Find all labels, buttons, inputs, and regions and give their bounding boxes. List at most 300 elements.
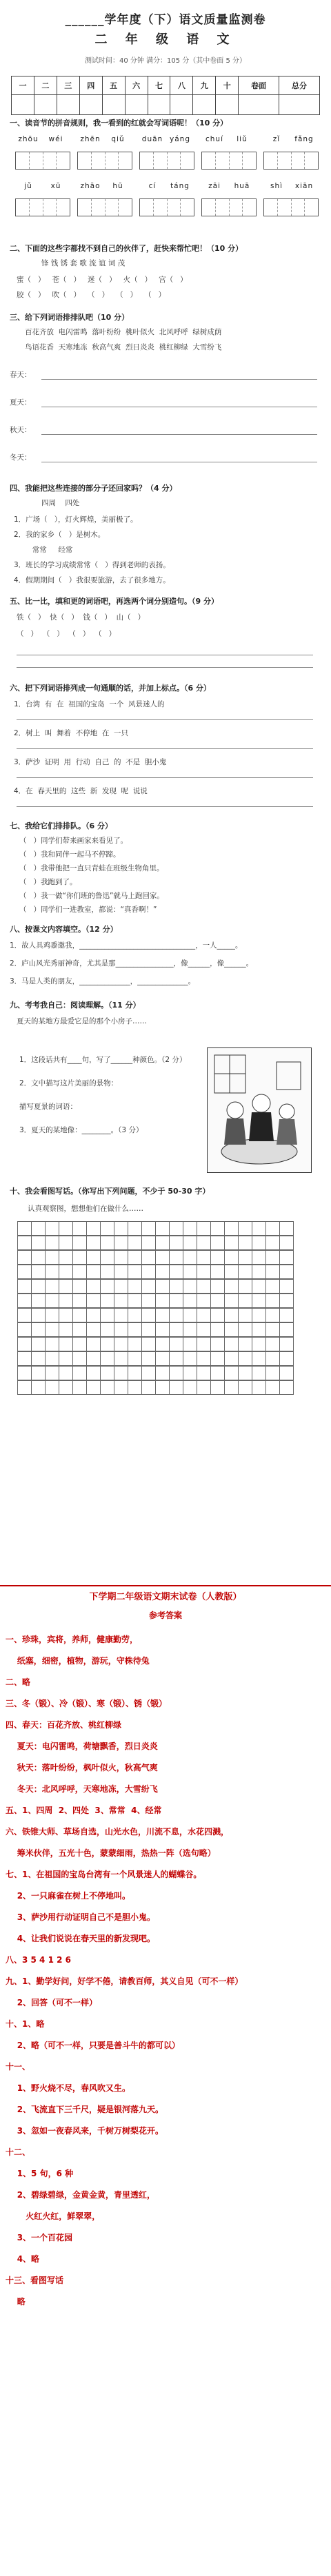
grid-cell[interactable] — [31, 1380, 46, 1395]
grid-cell[interactable] — [45, 1337, 59, 1351]
grid-cell[interactable] — [45, 1279, 59, 1294]
grid-cell[interactable] — [265, 1337, 280, 1351]
grid-cell[interactable] — [155, 1366, 170, 1380]
grid-cell[interactable] — [169, 1250, 183, 1265]
grid-cell[interactable] — [72, 1250, 87, 1265]
grid-cell[interactable] — [31, 1322, 46, 1337]
grid-cell[interactable] — [265, 1351, 280, 1366]
grid-cell[interactable] — [279, 1337, 294, 1351]
grid-cell[interactable] — [86, 1337, 101, 1351]
grid-cell[interactable] — [59, 1380, 73, 1395]
answer-title: 下学期二年级语文期末试卷（人教版） — [89, 1592, 242, 1602]
grid-cell[interactable] — [279, 1265, 294, 1279]
pinyin-syllable: zhōu — [18, 135, 39, 143]
grid-cell[interactable] — [197, 1322, 211, 1337]
tian-box[interactable] — [77, 198, 132, 216]
q4-item: 1．广场（ ），灯火辉煌，美丽极了。 — [14, 515, 138, 524]
grid-cell[interactable] — [169, 1221, 183, 1236]
q7-item: （ ）同学们一进教室，都说：“真香啊！” — [19, 906, 157, 914]
grid-cell[interactable] — [114, 1351, 128, 1366]
grid-cell[interactable] — [100, 1322, 114, 1337]
grid-cell[interactable] — [141, 1265, 156, 1279]
q6-title: 六、把下列词语排列成一句通顺的话，并加上标点。（6 分） — [10, 684, 211, 693]
grid-cell[interactable] — [183, 1380, 197, 1395]
grid-cell[interactable] — [72, 1366, 87, 1380]
grid-cell[interactable] — [169, 1265, 183, 1279]
grid-cell[interactable] — [31, 1279, 46, 1294]
grid-cell[interactable] — [183, 1294, 197, 1308]
score-header-cell: 二 — [34, 76, 57, 95]
tian-box[interactable] — [263, 198, 319, 216]
grid-cell[interactable] — [114, 1250, 128, 1265]
grid-cell[interactable] — [86, 1250, 101, 1265]
grid-cell[interactable] — [86, 1351, 101, 1366]
grid-cell[interactable] — [183, 1221, 197, 1236]
grid-cell[interactable] — [252, 1322, 266, 1337]
score-cell[interactable] — [148, 95, 170, 115]
grid-cell[interactable] — [210, 1294, 225, 1308]
grid-cell[interactable] — [114, 1308, 128, 1322]
grid-cell[interactable] — [183, 1265, 197, 1279]
grid-cell[interactable] — [279, 1366, 294, 1380]
grid-cell[interactable] — [17, 1250, 32, 1265]
grid-cell[interactable] — [265, 1221, 280, 1236]
grid-cell[interactable] — [100, 1351, 114, 1366]
grid-cell[interactable] — [197, 1236, 211, 1250]
grid-cell[interactable] — [86, 1366, 101, 1380]
grid-cell[interactable] — [100, 1221, 114, 1236]
grid-cell[interactable] — [279, 1380, 294, 1395]
tian-box[interactable] — [139, 198, 194, 216]
grid-cell[interactable] — [86, 1221, 101, 1236]
grid-cell[interactable] — [100, 1279, 114, 1294]
grid-cell[interactable] — [197, 1380, 211, 1395]
grid-cell[interactable] — [224, 1351, 239, 1366]
grid-cell[interactable] — [252, 1265, 266, 1279]
grid-cell[interactable] — [197, 1265, 211, 1279]
grid-cell[interactable] — [155, 1236, 170, 1250]
grid-cell[interactable] — [224, 1322, 239, 1337]
grid-cell[interactable] — [59, 1250, 73, 1265]
grid-cell[interactable] — [252, 1308, 266, 1322]
grid-cell[interactable] — [155, 1322, 170, 1337]
grid-cell[interactable] — [45, 1265, 59, 1279]
grid-cell[interactable] — [169, 1380, 183, 1395]
grid-cell[interactable] — [252, 1236, 266, 1250]
grid-cell[interactable] — [45, 1351, 59, 1366]
grid-cell[interactable] — [17, 1221, 32, 1236]
grid-cell[interactable] — [114, 1366, 128, 1380]
grid-cell[interactable] — [17, 1351, 32, 1366]
grid-cell[interactable] — [224, 1250, 239, 1265]
grid-cell[interactable] — [141, 1308, 156, 1322]
grid-cell[interactable] — [265, 1308, 280, 1322]
grid-cell[interactable] — [265, 1250, 280, 1265]
grid-cell[interactable] — [197, 1221, 211, 1236]
grid-cell[interactable] — [17, 1294, 32, 1308]
pinyin-syllable: xū — [50, 182, 61, 190]
grid-cell[interactable] — [114, 1322, 128, 1337]
grid-cell[interactable] — [128, 1236, 142, 1250]
grid-cell[interactable] — [224, 1380, 239, 1395]
grid-cell[interactable] — [155, 1279, 170, 1294]
score-cell[interactable] — [79, 95, 102, 115]
q6-item: 4．在 春天里的 这些 新 发现 呢 说说 — [14, 787, 148, 795]
grid-cell[interactable] — [100, 1337, 114, 1351]
tian-box[interactable] — [77, 152, 132, 170]
grid-cell[interactable] — [141, 1279, 156, 1294]
answer-line[interactable] — [17, 806, 313, 807]
grid-cell[interactable] — [279, 1236, 294, 1250]
grid-cell[interactable] — [197, 1294, 211, 1308]
grid-cell[interactable] — [86, 1322, 101, 1337]
season-label: 秋天： — [10, 426, 32, 434]
answer-line[interactable] — [41, 379, 317, 380]
grid-cell[interactable] — [17, 1322, 32, 1337]
grid-cell[interactable] — [100, 1366, 114, 1380]
grid-cell[interactable] — [265, 1322, 280, 1337]
grid-cell[interactable] — [31, 1337, 46, 1351]
q7-item: （ ）我和同伴一起马不停蹄。 — [19, 850, 121, 859]
grid-cell[interactable] — [128, 1265, 142, 1279]
grid-cell[interactable] — [45, 1294, 59, 1308]
grid-cell[interactable] — [210, 1308, 225, 1322]
grid-cell[interactable] — [141, 1380, 156, 1395]
grid-cell[interactable] — [183, 1337, 197, 1351]
grid-cell[interactable] — [238, 1250, 252, 1265]
q3-words-2: 鸟语花香 天寒地冻 秋高气爽 烈日炎炎 桃红柳绿 大雪纷飞 — [25, 343, 222, 351]
grid-cell[interactable] — [252, 1380, 266, 1395]
grid-cell[interactable] — [141, 1236, 156, 1250]
grid-cell[interactable] — [238, 1294, 252, 1308]
answer-line-text: 九、1、勤学好问，好学不倦，请教百师，其义自见（可不一样） — [6, 1976, 243, 1986]
grid-cell[interactable] — [210, 1221, 225, 1236]
grid-cell[interactable] — [265, 1366, 280, 1380]
grid-cell[interactable] — [141, 1366, 156, 1380]
grid-cell[interactable] — [72, 1322, 87, 1337]
grid-cell[interactable] — [31, 1308, 46, 1322]
grid-cell[interactable] — [238, 1308, 252, 1322]
grid-cell[interactable] — [128, 1294, 142, 1308]
grid-cell[interactable] — [279, 1322, 294, 1337]
q5-row: （ ） （ ） （ ） （ ） — [17, 630, 117, 638]
grid-cell[interactable] — [59, 1366, 73, 1380]
grid-cell[interactable] — [114, 1236, 128, 1250]
grid-cell[interactable] — [169, 1337, 183, 1351]
score-cell[interactable] — [102, 95, 125, 115]
score-cell[interactable] — [239, 95, 279, 115]
grid-cell[interactable] — [72, 1265, 87, 1279]
grid-cell[interactable] — [252, 1279, 266, 1294]
grid-cell[interactable] — [45, 1380, 59, 1395]
grid-cell[interactable] — [114, 1265, 128, 1279]
grid-cell[interactable] — [183, 1236, 197, 1250]
grid-cell[interactable] — [279, 1250, 294, 1265]
score-cell[interactable] — [193, 95, 216, 115]
grid-cell[interactable] — [59, 1351, 73, 1366]
grid-cell[interactable] — [59, 1322, 73, 1337]
grid-cell[interactable] — [45, 1221, 59, 1236]
grid-cell[interactable] — [238, 1322, 252, 1337]
grid-cell[interactable] — [72, 1380, 87, 1395]
score-cell[interactable] — [170, 95, 193, 115]
grid-cell[interactable] — [169, 1294, 183, 1308]
grid-cell[interactable] — [45, 1322, 59, 1337]
q6-item: 3．萨沙 证明 用 行动 自己 的 不是 胆小鬼 — [14, 758, 167, 766]
q7-item: （ ）同学们带来画家来看见了。 — [19, 837, 128, 845]
grid-cell[interactable] — [252, 1294, 266, 1308]
answer-line-text: 十一、 — [6, 2062, 31, 2072]
grid-cell[interactable] — [114, 1221, 128, 1236]
tian-box[interactable] — [263, 152, 319, 170]
pinyin-syllable: jǔ — [24, 182, 32, 190]
answer-line[interactable] — [41, 434, 317, 435]
grid-cell[interactable] — [141, 1250, 156, 1265]
grid-cell[interactable] — [197, 1337, 211, 1351]
tian-box[interactable] — [139, 152, 194, 170]
grid-cell[interactable] — [210, 1279, 225, 1294]
grid-cell[interactable] — [17, 1279, 32, 1294]
grid-cell[interactable] — [183, 1322, 197, 1337]
grid-cell[interactable] — [128, 1366, 142, 1380]
score-header-cell: 四 — [79, 76, 102, 95]
answer-line-text: 夏天：电闪雷鸣，荷塘飘香，烈日炎炎 — [6, 1741, 158, 1751]
grid-cell[interactable] — [141, 1337, 156, 1351]
grid-cell[interactable] — [279, 1308, 294, 1322]
grid-cell[interactable] — [238, 1236, 252, 1250]
grid-cell[interactable] — [128, 1250, 142, 1265]
grid-cell[interactable] — [72, 1337, 87, 1351]
grid-cell[interactable] — [45, 1250, 59, 1265]
grid-cell[interactable] — [31, 1250, 46, 1265]
grid-cell[interactable] — [279, 1294, 294, 1308]
grid-cell[interactable] — [265, 1265, 280, 1279]
grid-cell[interactable] — [45, 1236, 59, 1250]
grid-cell[interactable] — [252, 1351, 266, 1366]
grid-cell[interactable] — [224, 1236, 239, 1250]
score-cell[interactable] — [279, 95, 320, 115]
grid-cell[interactable] — [72, 1294, 87, 1308]
grid-cell[interactable] — [114, 1380, 128, 1395]
grid-cell[interactable] — [155, 1380, 170, 1395]
grid-cell[interactable] — [114, 1294, 128, 1308]
grid-cell[interactable] — [128, 1380, 142, 1395]
grid-cell[interactable] — [238, 1351, 252, 1366]
grid-cell[interactable] — [31, 1265, 46, 1279]
grid-cell[interactable] — [155, 1308, 170, 1322]
grid-cell[interactable] — [114, 1337, 128, 1351]
grid-cell[interactable] — [128, 1322, 142, 1337]
grid-cell[interactable] — [224, 1366, 239, 1380]
grid-cell[interactable] — [238, 1279, 252, 1294]
grid-cell[interactable] — [45, 1366, 59, 1380]
grid-cell[interactable] — [86, 1380, 101, 1395]
writing-grid[interactable] — [18, 1221, 294, 1395]
grid-cell[interactable] — [100, 1236, 114, 1250]
grid-cell[interactable] — [141, 1221, 156, 1236]
grid-cell[interactable] — [265, 1279, 280, 1294]
grid-cell[interactable] — [183, 1366, 197, 1380]
answer-line[interactable] — [17, 777, 313, 778]
grid-cell[interactable] — [197, 1366, 211, 1380]
pinyin-syllable: cí — [148, 182, 157, 190]
grid-cell[interactable] — [128, 1221, 142, 1236]
grid-cell[interactable] — [100, 1380, 114, 1395]
grid-cell[interactable] — [31, 1351, 46, 1366]
grid-cell[interactable] — [100, 1265, 114, 1279]
grid-cell[interactable] — [141, 1322, 156, 1337]
grid-cell[interactable] — [197, 1279, 211, 1294]
answer-line-text: 2、一只麻雀在树上不停地叫。 — [6, 1891, 131, 1901]
grid-cell[interactable] — [155, 1250, 170, 1265]
grid-cell[interactable] — [224, 1308, 239, 1322]
tian-box[interactable] — [201, 152, 257, 170]
score-cell[interactable] — [12, 95, 34, 115]
grid-cell[interactable] — [141, 1351, 156, 1366]
grid-cell[interactable] — [128, 1351, 142, 1366]
grid-cell[interactable] — [86, 1236, 101, 1250]
tian-box[interactable] — [201, 198, 257, 216]
grid-cell[interactable] — [59, 1265, 73, 1279]
grid-cell[interactable] — [169, 1322, 183, 1337]
grid-cell[interactable] — [17, 1337, 32, 1351]
grid-cell[interactable] — [17, 1366, 32, 1380]
tian-box[interactable] — [15, 198, 70, 216]
grid-cell[interactable] — [210, 1366, 225, 1380]
grid-cell[interactable] — [238, 1265, 252, 1279]
grid-cell[interactable] — [252, 1366, 266, 1380]
tian-box[interactable] — [15, 152, 70, 170]
grid-cell[interactable] — [155, 1294, 170, 1308]
grid-cell[interactable] — [17, 1380, 32, 1395]
pinyin-syllable: zhāo — [80, 182, 101, 190]
grid-cell[interactable] — [265, 1380, 280, 1395]
grid-cell[interactable] — [224, 1265, 239, 1279]
grid-cell[interactable] — [59, 1337, 73, 1351]
grid-cell[interactable] — [279, 1279, 294, 1294]
grid-cell[interactable] — [224, 1337, 239, 1351]
q3-words-1: 百花齐放 电闪雷鸣 落叶纷纷 桃叶似火 北风呼呼 绿树成荫 — [25, 328, 222, 336]
grid-cell[interactable] — [169, 1279, 183, 1294]
grid-cell[interactable] — [31, 1236, 46, 1250]
grid-cell[interactable] — [86, 1279, 101, 1294]
pinyin-syllable: shì — [270, 182, 283, 190]
grid-cell[interactable] — [100, 1308, 114, 1322]
q9-sub: 2．文中描写这片美丽的景物： — [19, 1079, 119, 1087]
grid-cell[interactable] — [183, 1250, 197, 1265]
grid-cell[interactable] — [169, 1351, 183, 1366]
score-cell[interactable] — [57, 95, 79, 115]
grid-cell[interactable] — [155, 1337, 170, 1351]
score-cell[interactable] — [125, 95, 148, 115]
grid-cell[interactable] — [86, 1308, 101, 1322]
grid-cell[interactable] — [141, 1294, 156, 1308]
grid-cell[interactable] — [210, 1337, 225, 1351]
grid-cell[interactable] — [183, 1279, 197, 1294]
grid-cell[interactable] — [183, 1308, 197, 1322]
grid-cell[interactable] — [279, 1351, 294, 1366]
grid-cell[interactable] — [238, 1337, 252, 1351]
grid-cell[interactable] — [224, 1221, 239, 1236]
grid-cell[interactable] — [279, 1221, 294, 1236]
grid-cell[interactable] — [17, 1265, 32, 1279]
answer-line[interactable] — [17, 748, 313, 749]
grid-cell[interactable] — [169, 1236, 183, 1250]
grid-cell[interactable] — [100, 1294, 114, 1308]
grid-cell[interactable] — [169, 1308, 183, 1322]
grid-cell[interactable] — [210, 1351, 225, 1366]
grid-cell[interactable] — [210, 1236, 225, 1250]
sentence-line[interactable] — [17, 667, 313, 668]
score-cell[interactable] — [216, 95, 239, 115]
answer-line-text: 七、1、在祖国的宝岛台湾有一个风景迷人的蝴蝶谷。 — [6, 1870, 202, 1879]
grid-cell[interactable] — [17, 1308, 32, 1322]
grid-cell[interactable] — [59, 1221, 73, 1236]
grid-cell[interactable] — [155, 1221, 170, 1236]
grid-cell[interactable] — [86, 1265, 101, 1279]
grid-cell[interactable] — [72, 1351, 87, 1366]
grid-cell[interactable] — [100, 1250, 114, 1265]
grid-cell[interactable] — [238, 1221, 252, 1236]
grid-cell[interactable] — [59, 1308, 73, 1322]
pinyin-syllable: yáng — [170, 135, 190, 143]
grid-cell[interactable] — [72, 1236, 87, 1250]
answer-line[interactable] — [17, 719, 313, 720]
grid-cell[interactable] — [59, 1294, 73, 1308]
grid-cell[interactable] — [252, 1250, 266, 1265]
grid-cell[interactable] — [238, 1380, 252, 1395]
grid-cell[interactable] — [197, 1351, 211, 1366]
grid-cell[interactable] — [155, 1265, 170, 1279]
grid-cell[interactable] — [86, 1294, 101, 1308]
illustration-image — [207, 1047, 312, 1173]
pinyin-syllable: táng — [170, 182, 190, 190]
grid-cell[interactable] — [128, 1337, 142, 1351]
grid-cell[interactable] — [224, 1294, 239, 1308]
grid-cell[interactable] — [128, 1279, 142, 1294]
grid-cell[interactable] — [31, 1294, 46, 1308]
grid-cell[interactable] — [197, 1308, 211, 1322]
grid-cell[interactable] — [31, 1221, 46, 1236]
grid-cell[interactable] — [265, 1236, 280, 1250]
grid-cell[interactable] — [169, 1366, 183, 1380]
grid-cell[interactable] — [224, 1279, 239, 1294]
grid-cell[interactable] — [252, 1337, 266, 1351]
grid-cell[interactable] — [59, 1236, 73, 1250]
grid-cell[interactable] — [155, 1351, 170, 1366]
grid-cell[interactable] — [17, 1236, 32, 1250]
grid-cell[interactable] — [210, 1265, 225, 1279]
grid-cell[interactable] — [252, 1221, 266, 1236]
grid-cell[interactable] — [197, 1250, 211, 1265]
grid-cell[interactable] — [210, 1322, 225, 1337]
grid-cell[interactable] — [45, 1308, 59, 1322]
grid-cell[interactable] — [31, 1366, 46, 1380]
grid-cell[interactable] — [210, 1380, 225, 1395]
q4-item: 常常 经常 — [14, 546, 73, 554]
grid-cell[interactable] — [72, 1221, 87, 1236]
grid-cell[interactable] — [59, 1279, 73, 1294]
grid-cell[interactable] — [114, 1279, 128, 1294]
grid-cell[interactable] — [128, 1308, 142, 1322]
grid-cell[interactable] — [238, 1366, 252, 1380]
grid-cell[interactable] — [72, 1308, 87, 1322]
grid-cell[interactable] — [72, 1279, 87, 1294]
grid-cell[interactable] — [183, 1351, 197, 1366]
grid-cell[interactable] — [265, 1294, 280, 1308]
grid-cell[interactable] — [210, 1250, 225, 1265]
score-cell[interactable] — [34, 95, 57, 115]
